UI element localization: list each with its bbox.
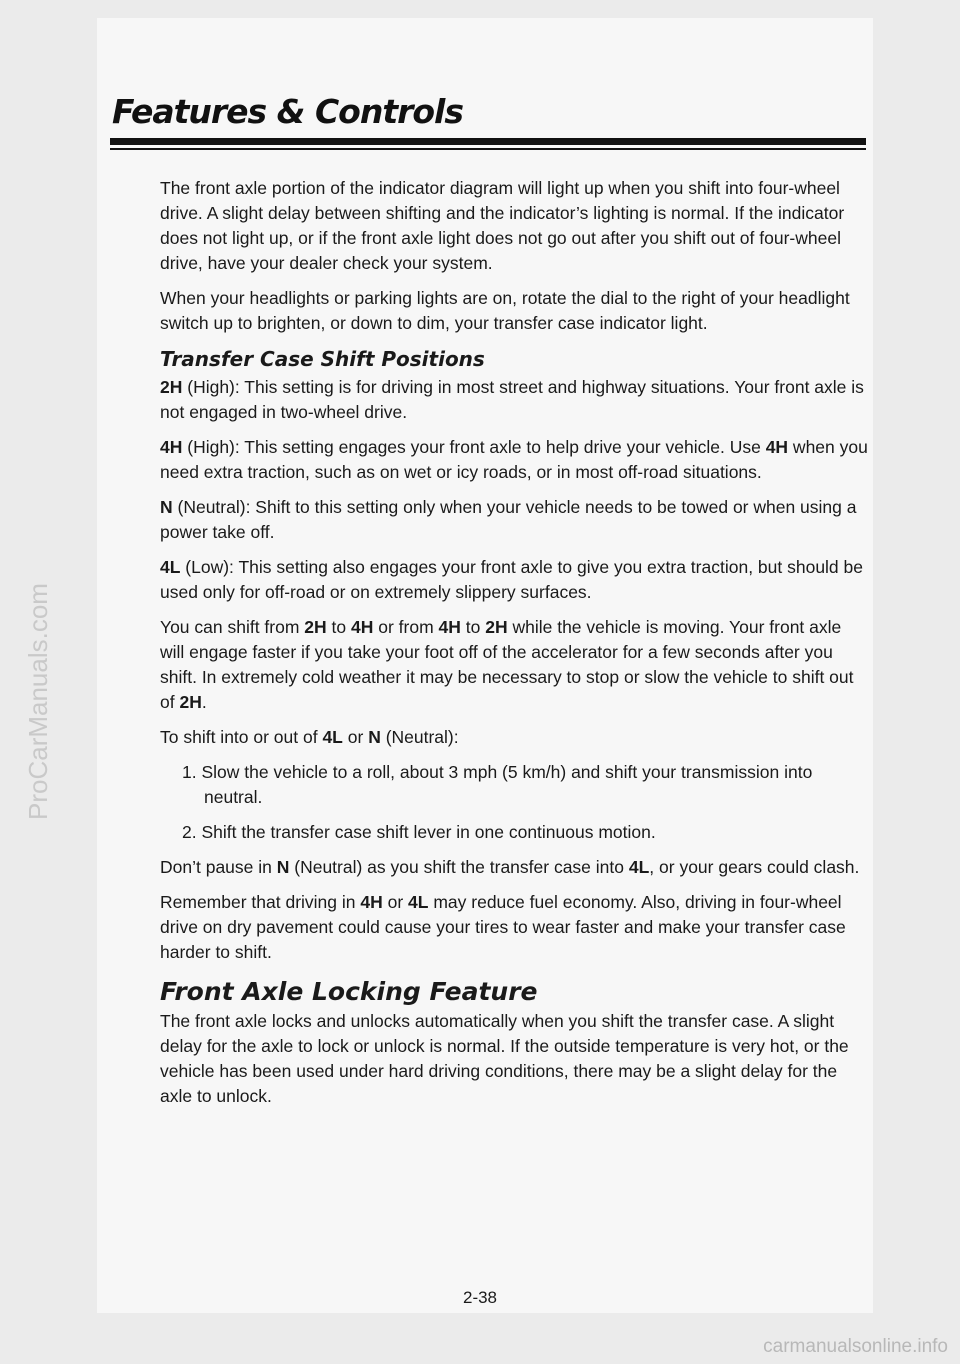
header-rule-thin (110, 148, 866, 150)
paragraph-front-axle-locking: The front axle locks and unlocks automatically when you shift the transfer case. A slight delay for the axle to lock or unlock is normal. If the outside temperature is very hot, or the vehicle has been used under hard driving conditions, there may be a slight delay for the axle to unlock. (160, 1011, 849, 1106)
paragraph-dont-pause: Don’t pause in N (Neutral) as you shift the transfer case into 4L, or your gears could clash. (160, 857, 860, 877)
paragraph-remember: Remember that driving in 4H or 4L may reduce fuel economy. Also, driving in four-wheel drive on dry pavement could cause your tires to wear faster and make your transfer case harder to shift. (160, 892, 846, 962)
paragraph-4l: 4L (Low): This setting also engages your front axle to give you extra traction, but should be used only for off-road or on extremely slippery surfaces. (160, 557, 863, 602)
code-2h: 2H (160, 377, 183, 397)
paragraph-shift-into: To shift into or out of 4L or N (Neutral): (160, 727, 459, 747)
step-1: 1. Slow the vehicle to a roll, about 3 mph (5 km/h) and shift your transmission into neutral. (182, 762, 813, 807)
paragraph-indicator-dimming: When your headlights or parking lights are on, rotate the dial to the right of your headlight switch up to brighten, or down to dim, your transfer case indicator light. (160, 288, 850, 333)
section-heading-shift-positions: Transfer Case Shift Positions (160, 347, 485, 371)
page-number: 2-38 (462, 1288, 498, 1307)
paragraph-shift-moving: You can shift from 2H to 4H or from 4H to 2H while the vehicle is moving. Your front axle will engage faster if you take your foot off of the accelerator for a few seconds after you shift. In extremely cold weather it may be necessary to stop or slow the vehicle to shift out of 2H. (160, 617, 854, 712)
page-title: Features & Controls (112, 92, 464, 131)
paragraph-indicator-diagram: The front axle portion of the indicator diagram will light up when you shift into four-wheel drive. A slight delay between shifting and the indicator’s lighting is normal. If the indicator does not light up, or if the front axle light does not go out after you shift out of four-wheel drive, have your dealer check your system. (160, 178, 845, 273)
paragraph-2h: 2H (High): This setting is for driving in most street and highway situations. Your front axle is not engaged in two-wheel drive. (160, 377, 864, 422)
header-rule (110, 138, 866, 145)
step-2: 2. Shift the transfer case shift lever in one continuous motion. (182, 822, 656, 842)
page-content (160, 176, 870, 1119)
paragraph-neutral: N (Neutral): Shift to this setting only when your vehicle needs to be towed or when using a power take off. (160, 497, 857, 542)
paragraph-4h: 4H (High): This setting engages your front axle to help drive your vehicle. Use 4H when you need extra traction, such as on wet or icy roads, or in most off-road situations. (160, 437, 868, 482)
section-heading-front-axle-locking: Front Axle Locking Feature (160, 977, 538, 1006)
watermark-bottom: carmanualsonline.info (763, 1336, 948, 1357)
watermark-side: ProCarManuals.com (23, 583, 53, 820)
